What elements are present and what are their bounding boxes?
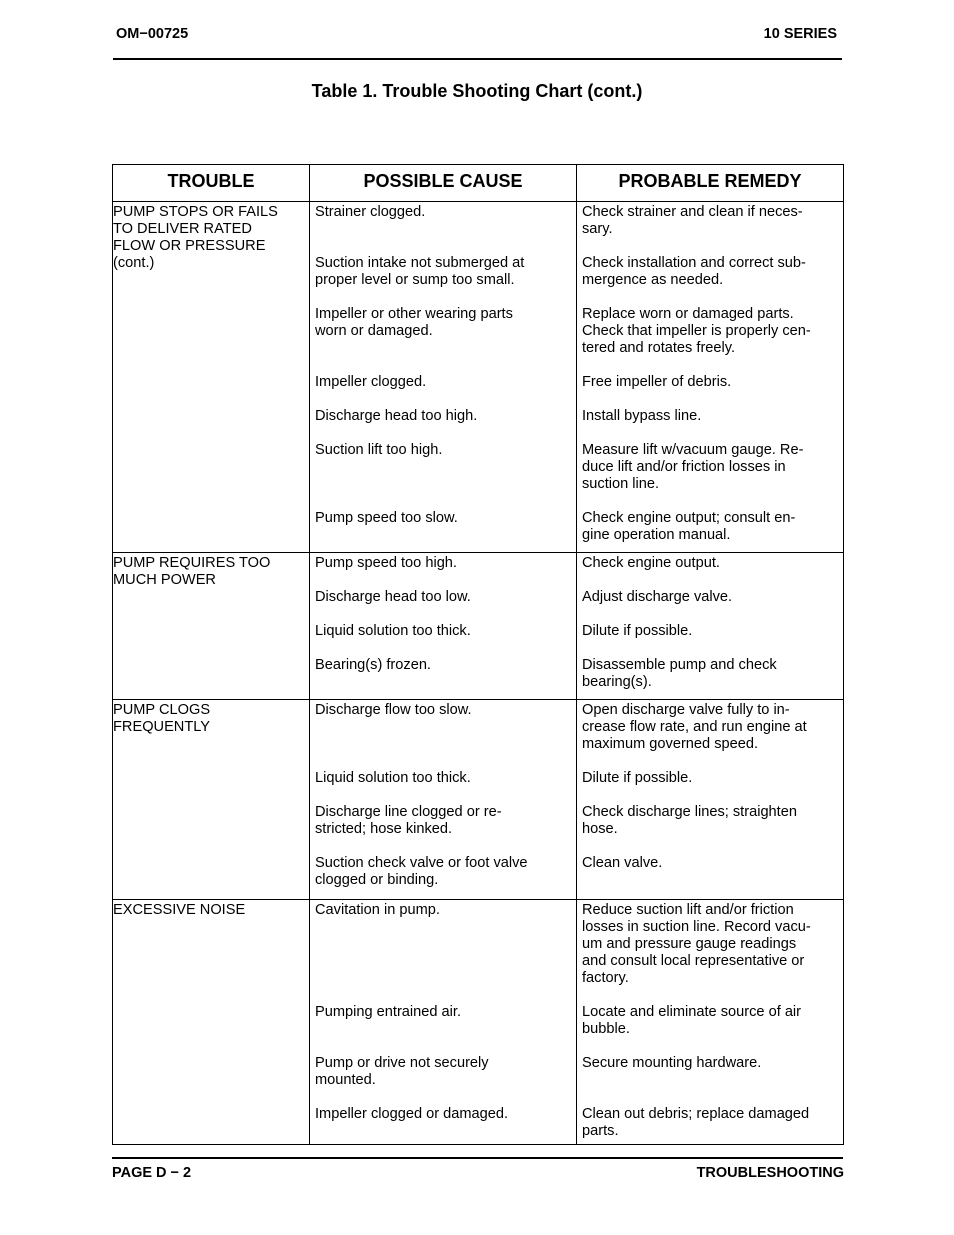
probable-remedy-item xyxy=(582,902,838,987)
trouble-text-line: MUCH POWER xyxy=(113,572,216,588)
page-header xyxy=(113,26,837,46)
possible-cause-item xyxy=(315,442,571,493)
remedy-text-line: sary. xyxy=(582,221,613,237)
possible-cause-item xyxy=(315,770,571,787)
remedy-text-line: Check that impeller is properly cen- xyxy=(582,323,811,339)
trouble-text-line: PUMP REQUIRES TOO xyxy=(113,555,271,571)
cause-text-line: Cavitation in pump. xyxy=(315,902,440,918)
remedy-text-line: factory. xyxy=(582,970,629,986)
trouble-cell xyxy=(113,202,310,553)
trouble-cell xyxy=(113,900,310,1145)
cause-text-line: Discharge head too high. xyxy=(315,408,478,424)
possible-cause-item xyxy=(315,1055,571,1089)
table-header-row xyxy=(113,165,844,202)
probable-remedy-item xyxy=(582,374,838,391)
trouble-text-line: EXCESSIVE NOISE xyxy=(113,902,246,918)
table-title: Table 1. Trouble Shooting Chart (cont.) xyxy=(311,81,643,101)
cause-text-line: Liquid solution too thick. xyxy=(315,623,471,639)
remedy-text-line: parts. xyxy=(582,1123,619,1139)
trouble-text-line: PUMP STOPS OR FAILS xyxy=(113,204,278,220)
probable-remedy-item xyxy=(582,804,838,838)
possible-cause-cell xyxy=(310,900,577,1145)
cause-text-line: stricted; hose kinked. xyxy=(315,821,453,837)
probable-remedy-item xyxy=(582,1106,838,1140)
cause-text-line: Suction intake not submerged at xyxy=(315,255,525,271)
header-rule xyxy=(113,58,842,60)
probable-remedy-item xyxy=(582,1055,838,1089)
probable-remedy-item xyxy=(582,702,838,753)
possible-cause-item xyxy=(315,1106,571,1140)
probable-remedy-item xyxy=(582,623,838,640)
probable-remedy-item xyxy=(582,1004,838,1038)
cause-text-line: Impeller clogged or damaged. xyxy=(315,1106,509,1122)
remedy-text-line: Open discharge valve fully to in- xyxy=(582,702,790,718)
doc-number: OM−00725 xyxy=(116,26,189,42)
page-number: PAGE D − 2 xyxy=(112,1165,192,1181)
remedy-text-line: losses in suction line. Record vacu- xyxy=(582,919,811,935)
possible-cause-cell xyxy=(310,553,577,700)
table-body xyxy=(113,202,844,1145)
probable-remedy-cell xyxy=(577,553,844,700)
cause-text-line: Suction lift too high. xyxy=(315,442,443,458)
trouble-text-line: (cont.) xyxy=(113,255,155,271)
remedy-text-line: Check engine output. xyxy=(582,555,720,571)
cause-text-line: Pump speed too high. xyxy=(315,555,457,571)
cause-text-line: proper level or sump too small. xyxy=(315,272,515,288)
cause-text-line: Pump or drive not securely xyxy=(315,1055,489,1071)
remedy-text-line: duce lift and/or friction losses in xyxy=(582,459,786,475)
possible-cause-item xyxy=(315,804,571,838)
probable-remedy-item xyxy=(582,306,838,357)
probable-remedy-item xyxy=(582,657,838,691)
remedy-text-line: Check discharge lines; straighten xyxy=(582,804,797,820)
table-row xyxy=(113,202,844,553)
column-header-trouble: TROUBLE xyxy=(113,165,310,202)
remedy-text-line: Reduce suction lift and/or friction xyxy=(582,902,794,918)
probable-remedy-item xyxy=(582,510,838,544)
remedy-text-line: mergence as needed. xyxy=(582,272,724,288)
remedy-text-line: Clean out debris; replace damaged xyxy=(582,1106,810,1122)
remedy-text-line: Check engine output; consult en- xyxy=(582,510,796,526)
possible-cause-cell xyxy=(310,202,577,553)
trouble-text-line: PUMP CLOGS xyxy=(113,702,211,718)
possible-cause-item xyxy=(315,902,571,987)
cause-text-line: Discharge head too low. xyxy=(315,589,471,605)
series-label: 10 SERIES xyxy=(763,26,837,42)
remedy-text-line: bubble. xyxy=(582,1021,630,1037)
trouble-text-line: TO DELIVER RATED xyxy=(113,221,252,237)
cause-text-line: mounted. xyxy=(315,1072,376,1088)
cause-text-line: Liquid solution too thick. xyxy=(315,770,471,786)
remedy-text-line: tered and rotates freely. xyxy=(582,340,736,356)
possible-cause-item xyxy=(315,702,571,753)
possible-cause-item xyxy=(315,623,571,640)
trouble-text-line: FLOW OR PRESSURE xyxy=(113,238,266,254)
cause-text-line: Strainer clogged. xyxy=(315,204,426,220)
remedy-text-line: um and pressure gauge readings xyxy=(582,936,797,952)
probable-remedy-item xyxy=(582,589,838,606)
remedy-text-line: gine operation manual. xyxy=(582,527,731,543)
remedy-text-line: crease flow rate, and run engine at xyxy=(582,719,807,735)
remedy-text-line: Locate and eliminate source of air xyxy=(582,1004,802,1020)
remedy-text-line: Dilute if possible. xyxy=(582,770,693,786)
possible-cause-item xyxy=(315,408,571,425)
cause-text-line: Discharge flow too slow. xyxy=(315,702,472,718)
remedy-text-line: Disassemble pump and check xyxy=(582,657,777,673)
remedy-text-line: Secure mounting hardware. xyxy=(582,1055,762,1071)
remedy-text-line: hose. xyxy=(582,821,618,837)
page-footer xyxy=(112,1165,844,1185)
remedy-text-line: Clean valve. xyxy=(582,855,663,871)
possible-cause-item xyxy=(315,657,571,691)
cause-text-line: Pumping entrained air. xyxy=(315,1004,462,1020)
possible-cause-cell xyxy=(310,700,577,900)
remedy-text-line: Dilute if possible. xyxy=(582,623,693,639)
possible-cause-item xyxy=(315,555,571,572)
remedy-text-line: suction line. xyxy=(582,476,660,492)
table-row xyxy=(113,900,844,1145)
remedy-text-line: Replace worn or damaged parts. xyxy=(582,306,794,322)
table-row xyxy=(113,700,844,900)
table-row xyxy=(113,553,844,700)
cause-text-line: Impeller or other wearing parts xyxy=(315,306,513,322)
remedy-text-line: Check strainer and clean if neces- xyxy=(582,204,803,220)
remedy-text-line: bearing(s). xyxy=(582,674,652,690)
trouble-shooting-table xyxy=(112,164,844,1145)
cause-text-line: Impeller clogged. xyxy=(315,374,427,390)
column-header-possible-cause: POSSIBLE CAUSE xyxy=(310,165,577,202)
probable-remedy-item xyxy=(582,442,838,493)
possible-cause-item xyxy=(315,374,571,391)
remedy-text-line: Measure lift w/vacuum gauge. Re- xyxy=(582,442,804,458)
column-header-probable-remedy: PROBABLE REMEDY xyxy=(577,165,844,202)
trouble-cell xyxy=(113,700,310,900)
possible-cause-item xyxy=(315,306,571,357)
possible-cause-item xyxy=(315,855,571,889)
trouble-text-line: FREQUENTLY xyxy=(113,719,211,735)
probable-remedy-cell xyxy=(577,900,844,1145)
possible-cause-item xyxy=(315,204,571,238)
section-name: TROUBLESHOOTING xyxy=(696,1165,844,1181)
possible-cause-item xyxy=(315,510,571,544)
trouble-cell xyxy=(113,553,310,700)
cause-text-line: Pump speed too slow. xyxy=(315,510,458,526)
possible-cause-item xyxy=(315,589,571,606)
remedy-text-line: Check installation and correct sub- xyxy=(582,255,806,271)
possible-cause-item xyxy=(315,1004,571,1038)
remedy-text-line: Install bypass line. xyxy=(582,408,702,424)
possible-cause-item xyxy=(315,255,571,289)
remedy-text-line: Adjust discharge valve. xyxy=(582,589,733,605)
probable-remedy-item xyxy=(582,855,838,889)
cause-text-line: Suction check valve or foot valve xyxy=(315,855,528,871)
probable-remedy-item xyxy=(582,770,838,787)
remedy-text-line: maximum governed speed. xyxy=(582,736,759,752)
probable-remedy-item xyxy=(582,555,838,572)
probable-remedy-item xyxy=(582,204,838,238)
footer-rule xyxy=(112,1157,843,1159)
probable-remedy-cell xyxy=(577,202,844,553)
cause-text-line: clogged or binding. xyxy=(315,872,439,888)
probable-remedy-item xyxy=(582,408,838,425)
cause-text-line: Bearing(s) frozen. xyxy=(315,657,431,673)
probable-remedy-item xyxy=(582,255,838,289)
remedy-text-line: and consult local representative or xyxy=(582,953,805,969)
cause-text-line: worn or damaged. xyxy=(315,323,433,339)
probable-remedy-cell xyxy=(577,700,844,900)
remedy-text-line: Free impeller of debris. xyxy=(582,374,732,390)
cause-text-line: Discharge line clogged or re- xyxy=(315,804,502,820)
